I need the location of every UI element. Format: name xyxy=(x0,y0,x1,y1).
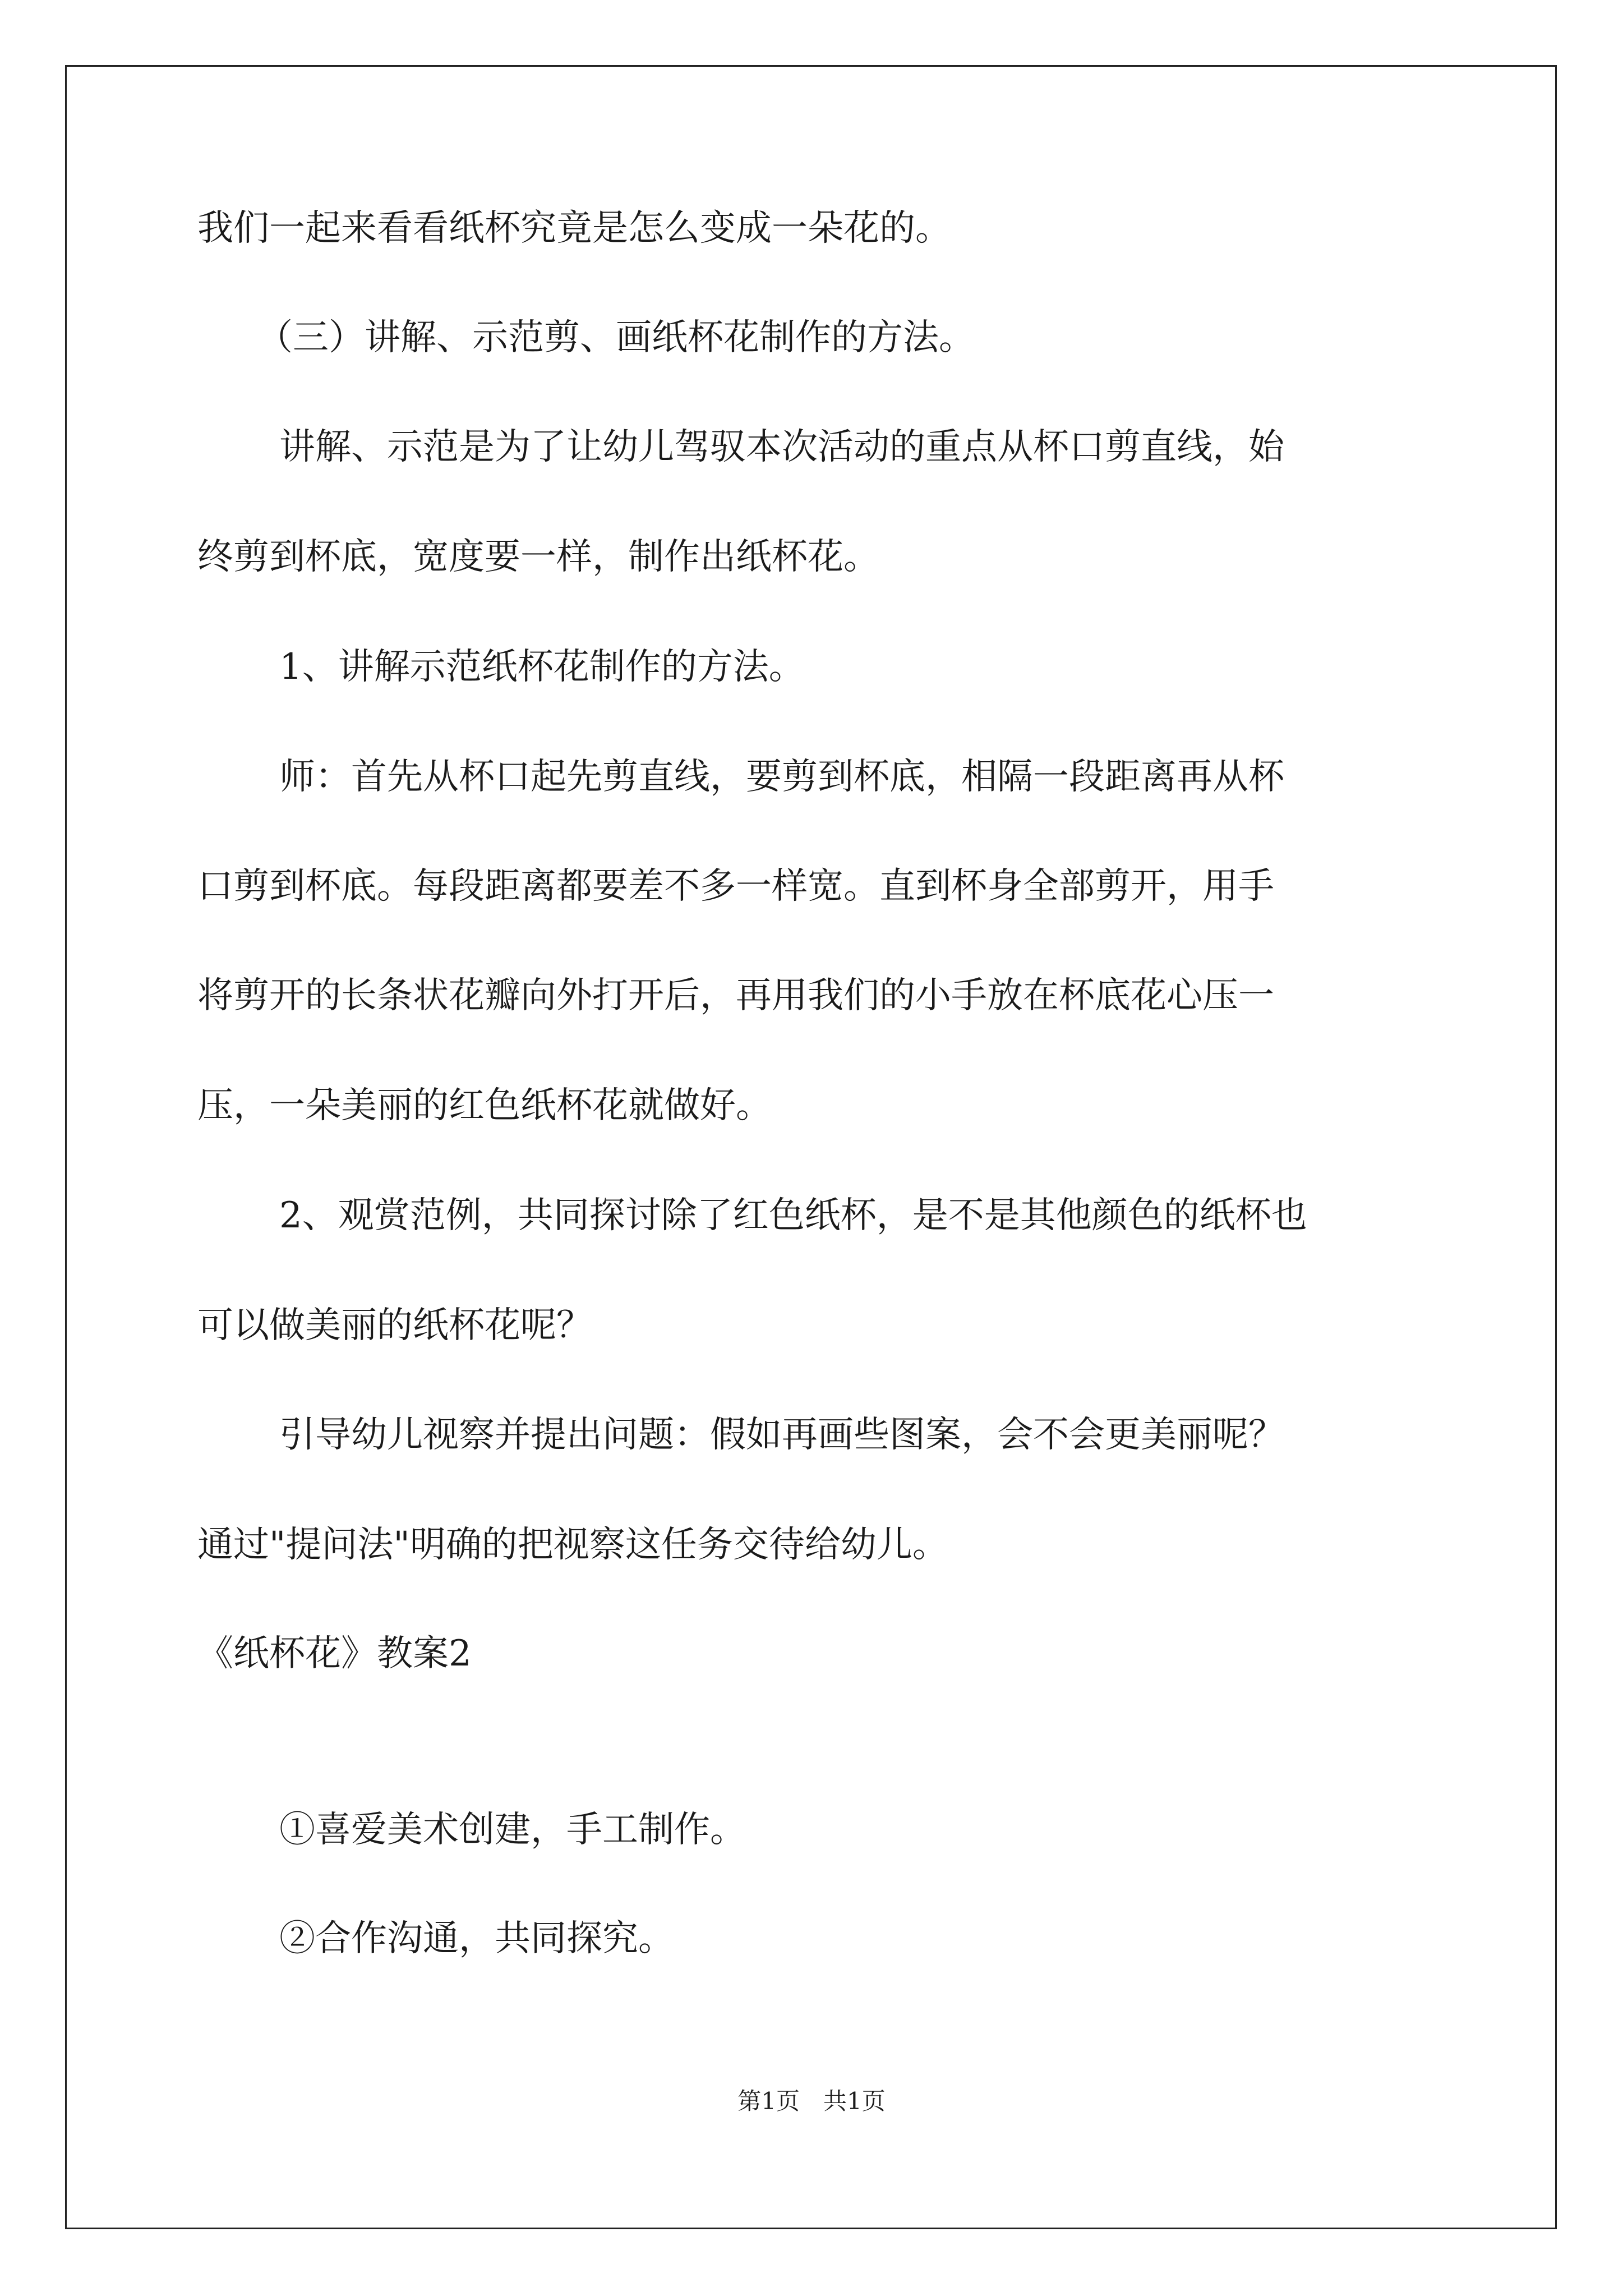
text-line: 通过"提问法"明确的把视察这任务交待给幼儿。 xyxy=(197,1524,948,1566)
step-heading: 2、观赏范例，共同探讨除了红色纸杯，是不是其他颜色的纸杯也 xyxy=(279,1195,1307,1236)
page-border xyxy=(65,65,1557,2229)
text-line: 压，一朵美丽的红色纸杯花就做好。 xyxy=(197,1085,772,1126)
text-line: 师：首先从杯口起先剪直线，要剪到杯底，相隔一段距离再从杯 xyxy=(279,756,1284,798)
text-line: 口剪到杯底。每段距离都要差不多一样宽。直到杯身全部剪开，用手 xyxy=(197,866,1274,907)
text-line: 将剪开的长条状花瓣向外打开后，再用我们的小手放在杯底花心压一 xyxy=(197,975,1274,1016)
text-line: 终剪到杯底，宽度要一样，制作出纸杯花。 xyxy=(197,536,879,578)
text-line: 引导幼儿视察并提出问题：假如再画些图案，会不会更美丽呢？ xyxy=(279,1414,1284,1456)
text-line: 我们一起来看看纸杯究竟是怎么变成一朵花的。 xyxy=(197,208,951,249)
text-line: 讲解、示范是为了让幼儿驾驭本次活动的重点从杯口剪直线，始 xyxy=(279,426,1284,468)
list-item: ①喜爱美术创建，手工制作。 xyxy=(279,1809,746,1851)
section-heading: （三）讲解、示范剪、画纸杯花制作的方法。 xyxy=(257,317,975,358)
page-number: 第1页 共1页 xyxy=(737,2087,886,2115)
text-line: 可以做美丽的纸杯花呢？ xyxy=(197,1305,592,1346)
step-heading: 1、讲解示范纸杯花制作的方法。 xyxy=(279,646,805,688)
document-title: 《纸杯花》教案2 xyxy=(197,1633,472,1674)
list-item: ②合作沟通，共同探究。 xyxy=(279,1918,674,1959)
